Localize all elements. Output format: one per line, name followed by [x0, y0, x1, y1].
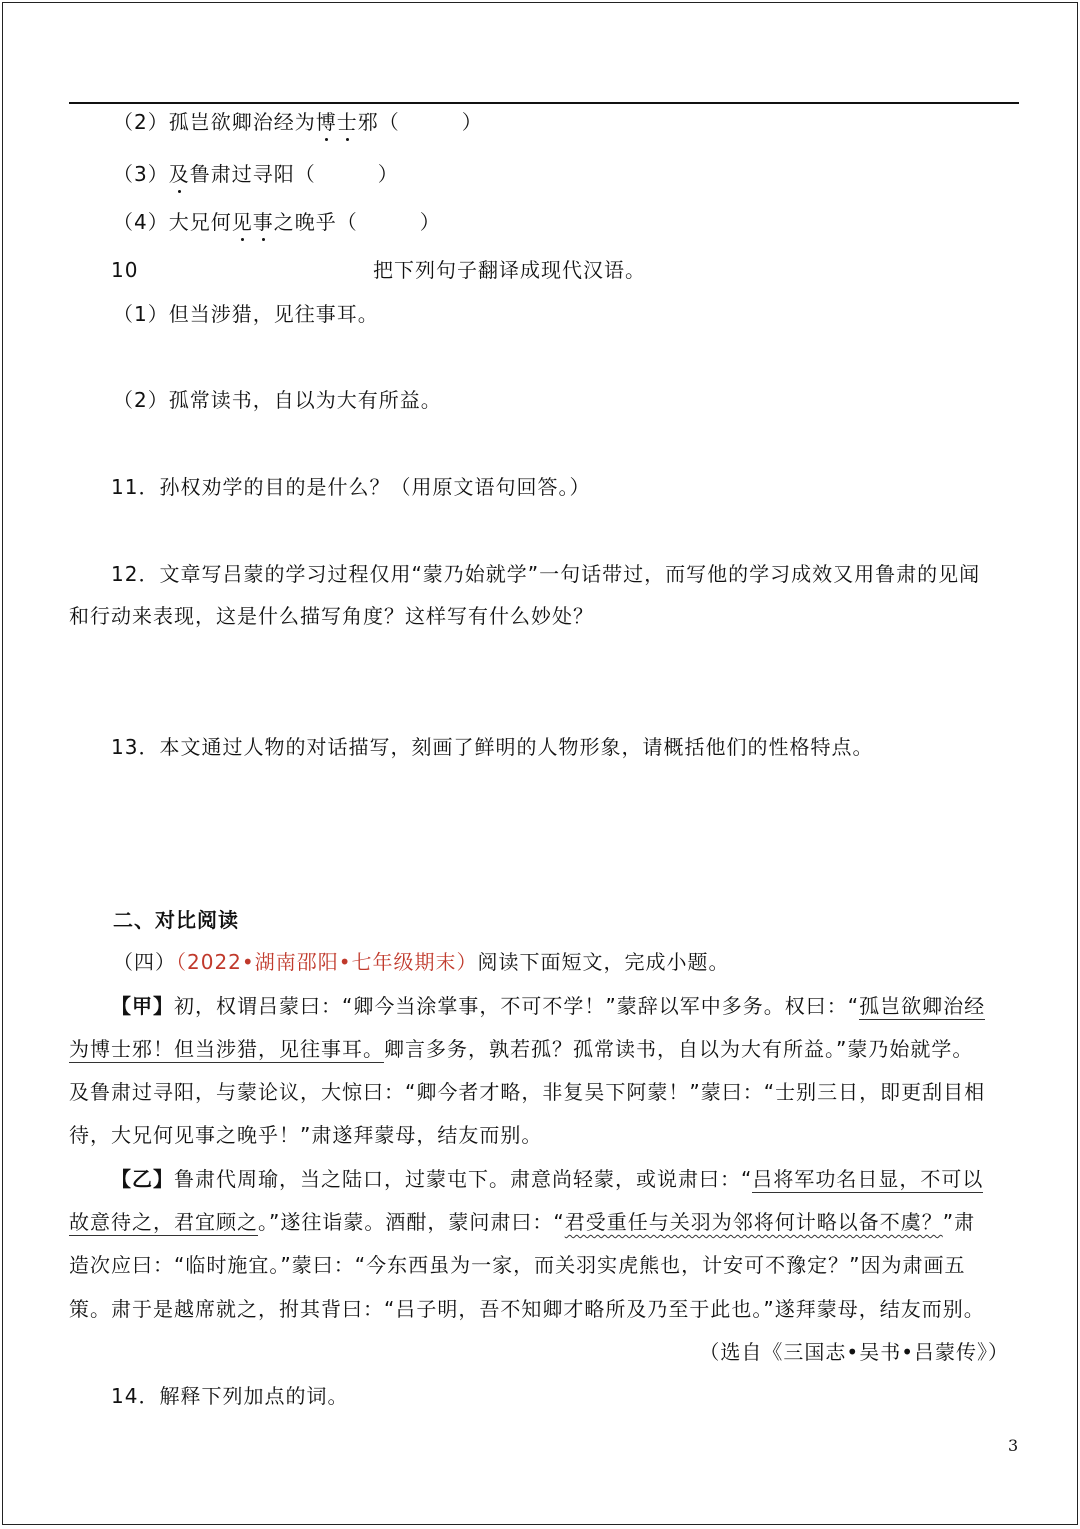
underlined-text: 故意待之，君宜顾之: [69, 1210, 258, 1234]
yi-line-1: [111, 1165, 983, 1193]
exam-page: [2, 2, 1078, 1525]
item-text: ）: [377, 162, 399, 186]
item-text: 邪（: [357, 110, 400, 134]
item-number: （3）: [113, 162, 169, 186]
item-number: （2）: [113, 110, 169, 134]
passage-text: 卿言多务，孰若孤？孤常读书，自以为大有所益。”蒙乃始就学。: [384, 1037, 974, 1061]
q10-number: 10: [111, 258, 139, 282]
yi-line-2: [69, 1208, 975, 1236]
underlined-text: 孤岂欲卿治经: [859, 994, 986, 1018]
q11: 11．孙权劝学的目的是什么？（用原文语句回答。）: [111, 475, 591, 499]
q12-line-1: 12．文章写吕蒙的学习过程仅用“蒙乃始就学”一句话带过，而写他的学习成效又用鲁肃的见闻: [111, 562, 981, 586]
intro-text: 阅读下面短文，完成小题。: [477, 950, 730, 974]
source-tag: （2022•湖南邵阳•七年级期末）: [176, 950, 478, 974]
yi-line-4: 策。肃于是越席就之，拊其背曰：“吕子明，吾不知卿才略所及乃至于此也。”遂拜蒙母，结友而别。: [69, 1297, 985, 1321]
q9-item-2: [113, 108, 483, 136]
underlined-text: 为博士邪！但当涉猎，见往事耳。: [69, 1037, 384, 1061]
underlined-text: 吕将军功名日显，不可以: [752, 1167, 984, 1191]
passage-label: 【甲】: [111, 994, 174, 1018]
section-intro: [113, 948, 730, 976]
q10-prompt: 把下列句子翻译成现代汉语。: [373, 258, 646, 282]
item-text: ）: [461, 110, 483, 134]
q10-sentence-2: （2）孤常读书，自以为大有所益。: [113, 388, 442, 412]
dotted-char: 事: [252, 210, 274, 234]
jia-line-3: 及鲁肃过寻阳，与蒙论议，大惊曰：“卿今者才略，非复吴下阿蒙！”蒙曰：“士别三日，即更刮目相: [69, 1080, 986, 1104]
q10-sentence-1: （1）但当涉猎，见往事耳。: [113, 302, 379, 326]
dotted-char: 见: [231, 210, 253, 234]
jia-line-4: 待，大兄何见事之晚乎！”肃遂拜蒙母，结友而别。: [69, 1123, 543, 1147]
passage-source: （选自《三国志•吴书•吕蒙传》）: [699, 1340, 1009, 1364]
passage-text: ”肃: [942, 1210, 976, 1234]
item-text: 孤岂欲卿治经为: [168, 110, 316, 134]
passage-text: 鲁肃代周瑜，当之陆口，过蒙屯下。肃意尚轻蒙，或说肃曰：“: [174, 1167, 753, 1191]
q13: 13．本文通过人物的对话描写，刻画了鲜明的人物形象，请概括他们的性格特点。: [111, 735, 874, 759]
section-title: 二、对比阅读: [113, 908, 239, 932]
dotted-char: 士: [336, 110, 358, 134]
header-rule: [69, 102, 1019, 104]
page-number: 3: [1008, 1436, 1019, 1455]
jia-line-2: [69, 1035, 973, 1063]
yi-line-3: 造次应曰：“临时施宜。”蒙曰：“今东西虽为一家，而关羽实虎熊也，计安可不豫定？”因为肃画五: [69, 1253, 966, 1277]
passage-text: 。”遂往诣蒙。酒酣，蒙问肃曰：“: [258, 1210, 565, 1234]
wavy-underlined-text: 君受重任与关羽为邻将何计略以备不虞？: [564, 1210, 943, 1234]
q9-item-3: [113, 160, 399, 188]
q12-line-2: 和行动来表现，这是什么描写角度？这样写有什么妙处？: [69, 604, 594, 628]
q9-item-4: [113, 208, 441, 236]
q14: 14．解释下列加点的词。: [111, 1384, 349, 1408]
jia-line-1: [111, 992, 985, 1020]
passage-text: 初，权谓吕蒙曰：“卿今当涂掌事，不可不学！”蒙辞以军中多务。权曰：“: [174, 994, 860, 1018]
item-number: （4）: [113, 210, 169, 234]
item-text: 之晚乎（: [273, 210, 358, 234]
item-text: 大兄何: [168, 210, 232, 234]
item-text: 鲁肃过寻阳（: [189, 162, 316, 186]
passage-label: 【乙】: [111, 1167, 174, 1191]
passage-number: （四）: [113, 950, 176, 974]
dotted-char: 及: [168, 162, 190, 186]
dotted-char: 博: [315, 110, 337, 134]
item-text: ）: [419, 210, 441, 234]
